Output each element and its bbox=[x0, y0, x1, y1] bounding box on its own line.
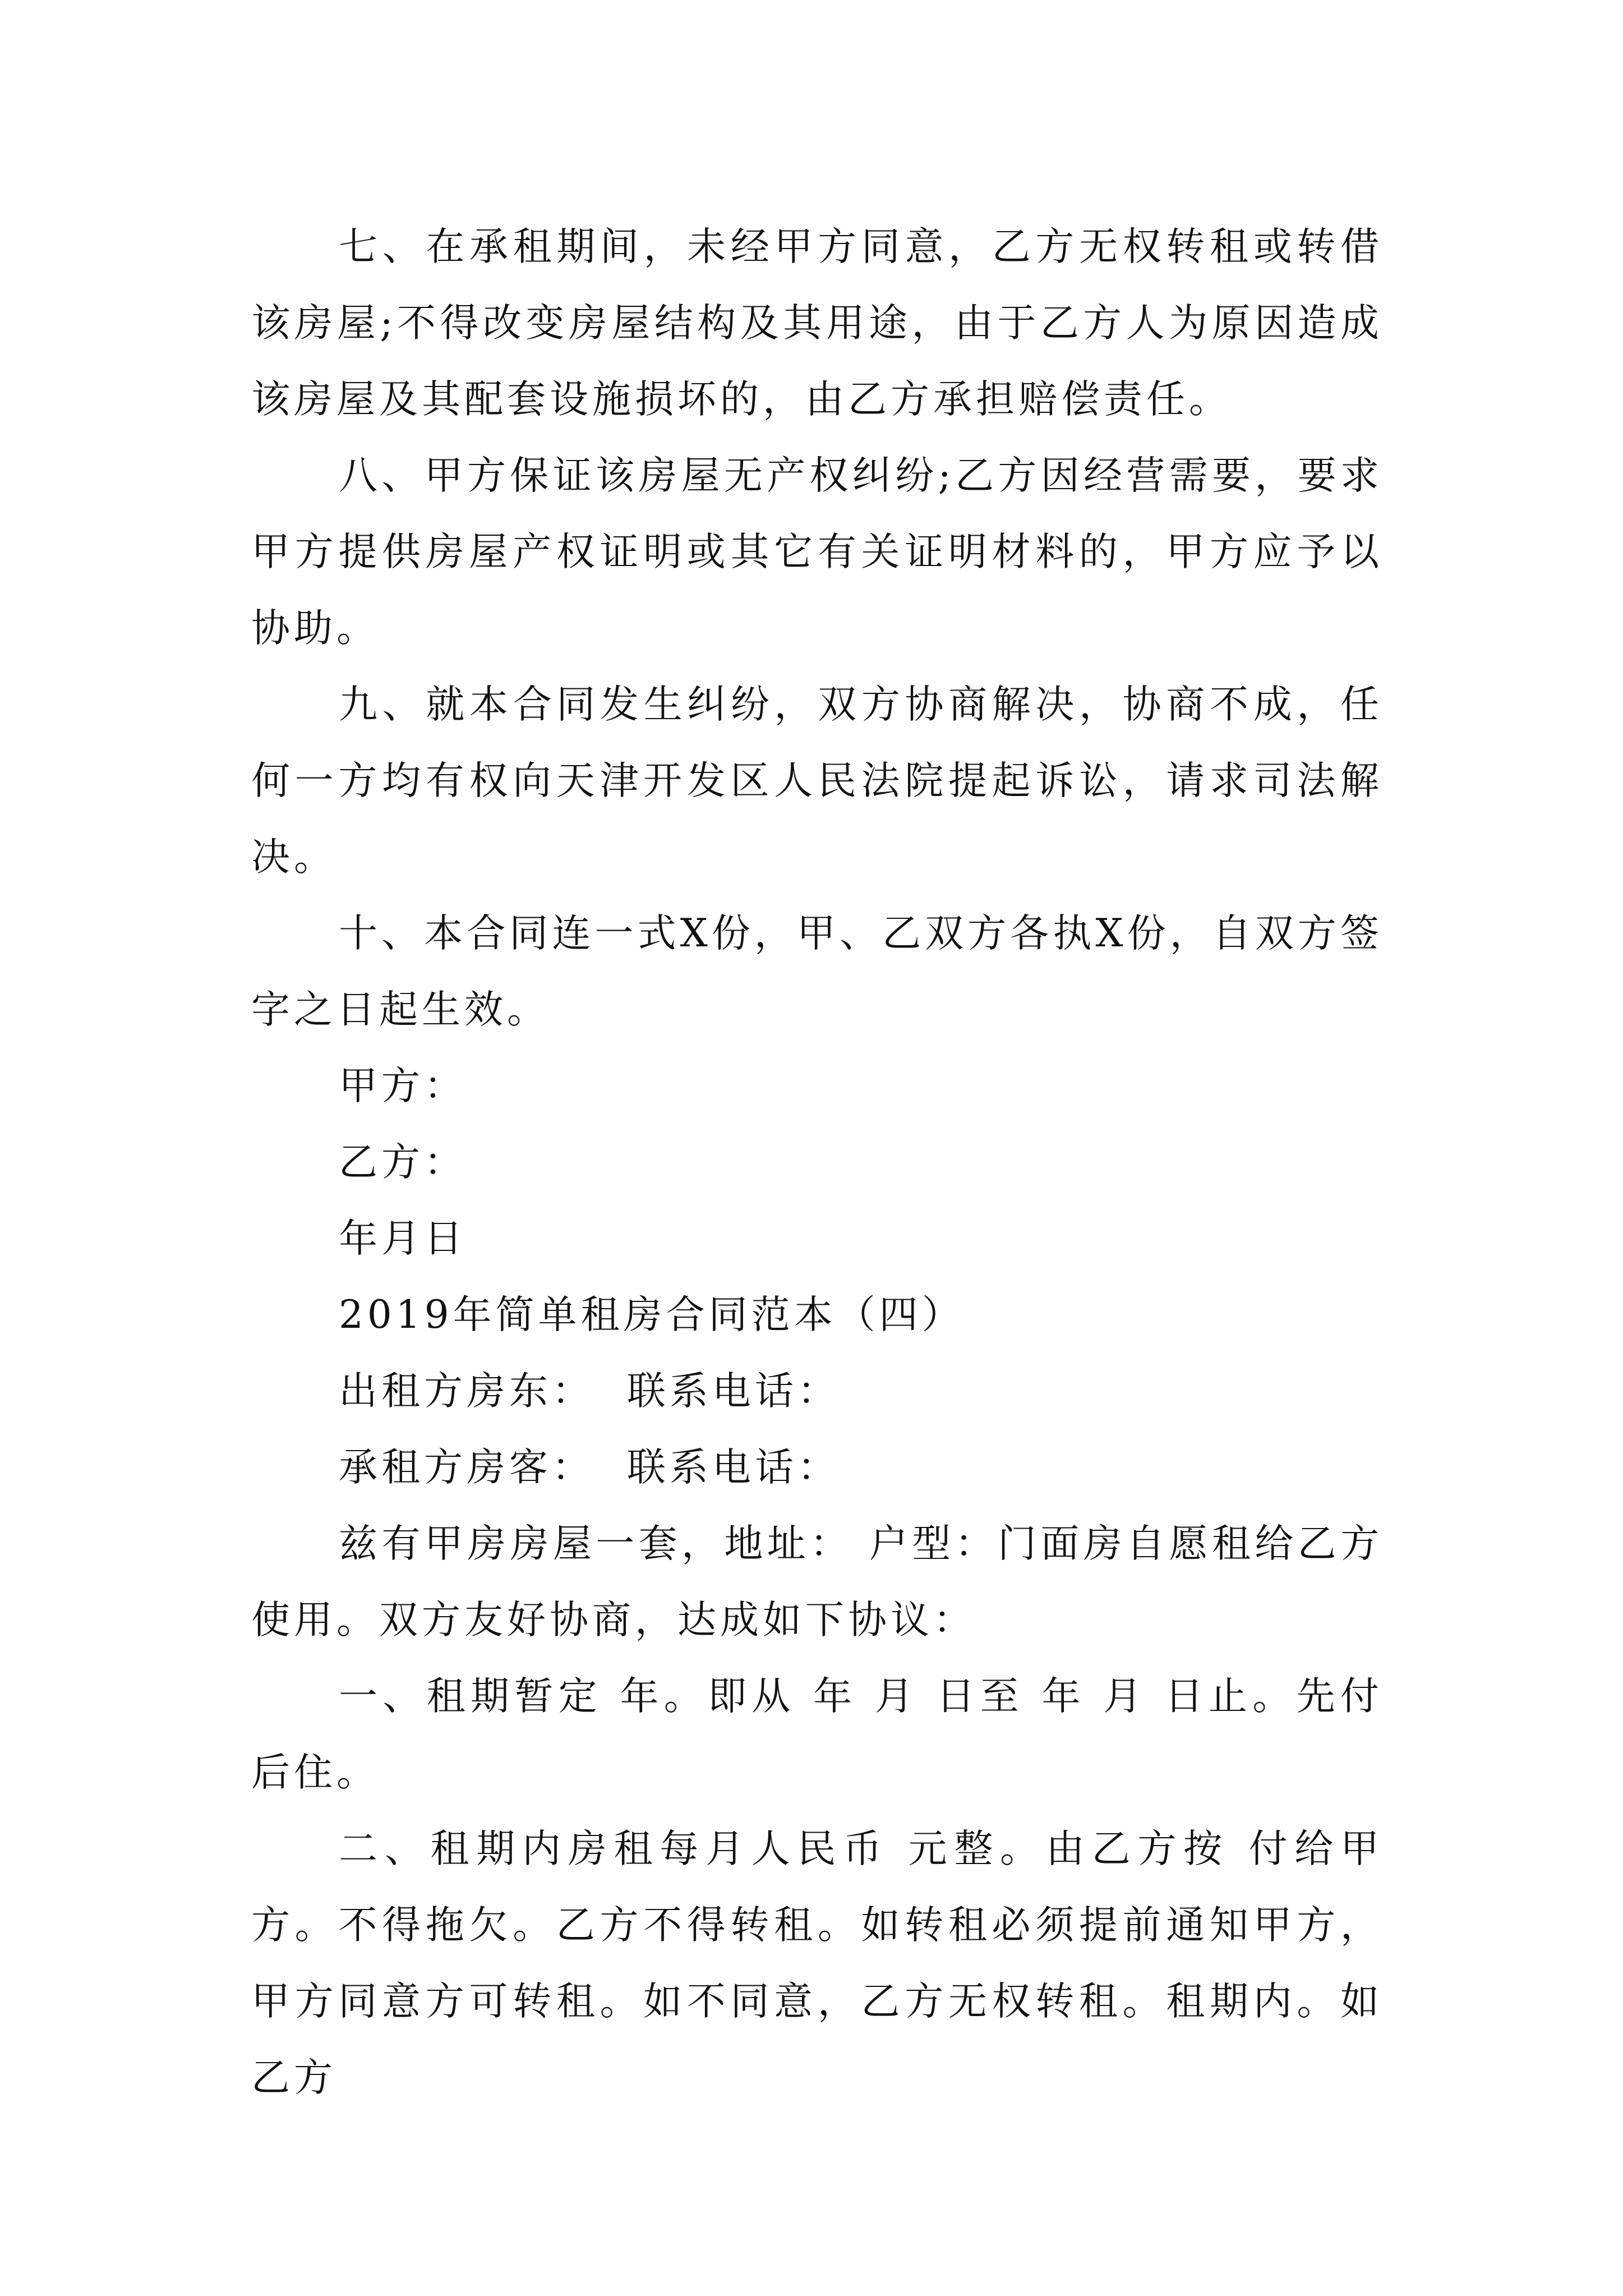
tenant-line: 承租方房客： 联系电话： bbox=[339, 1445, 840, 1490]
party-b-line: 乙方： bbox=[339, 1140, 467, 1185]
clause-7: 七、在承租期间，未经甲方同意，乙方无权转租或转借该房屋;不得改变房屋结构及其用途，由于乙方人为原因造成该房屋及其配套设施损坏的，由乙方承担赔偿责任。 bbox=[251, 224, 1383, 422]
party-a-line: 甲方： bbox=[339, 1064, 467, 1108]
document-body bbox=[251, 209, 1383, 2116]
clause-10: 十、本合同连一式X份，甲、乙双方各执X份，自双方签字之日起生效。 bbox=[251, 911, 1383, 1032]
clause-1: 一、租期暂定 年。即从 年 月 日至 年 月 日止。先付后住。 bbox=[251, 1674, 1383, 1795]
date-line: 年月日 bbox=[339, 1216, 467, 1261]
clause-8: 八、甲方保证该房屋无产权纠纷;乙方因经营需要，要求甲方提供房屋产权证明或其它有关证明材料的，甲方应予以协助。 bbox=[251, 453, 1383, 651]
landlord-line: 出租方房东： 联系电话： bbox=[339, 1369, 840, 1414]
clause-9: 九、就本合同发生纠纷，双方协商解决，协商不成，任何一方均有权向天津开发区人民法院提起诉讼，请求司法解决。 bbox=[251, 682, 1383, 880]
clause-2: 二、租期内房租每月人民币 元整。由乙方按 付给甲方。不得拖欠。乙方不得转租。如转租必须提前通知甲方，甲方同意方可转租。如不同意，乙方无权转租。租期内。如乙方 bbox=[251, 1826, 1383, 2100]
section-title: 2019年简单租房合同范本（四） bbox=[339, 1292, 965, 1337]
intro-paragraph: 兹有甲房房屋一套，地址： 户型：门面房自愿租给乙方使用。双方友好协商，达成如下协议： bbox=[251, 1521, 1383, 1642]
